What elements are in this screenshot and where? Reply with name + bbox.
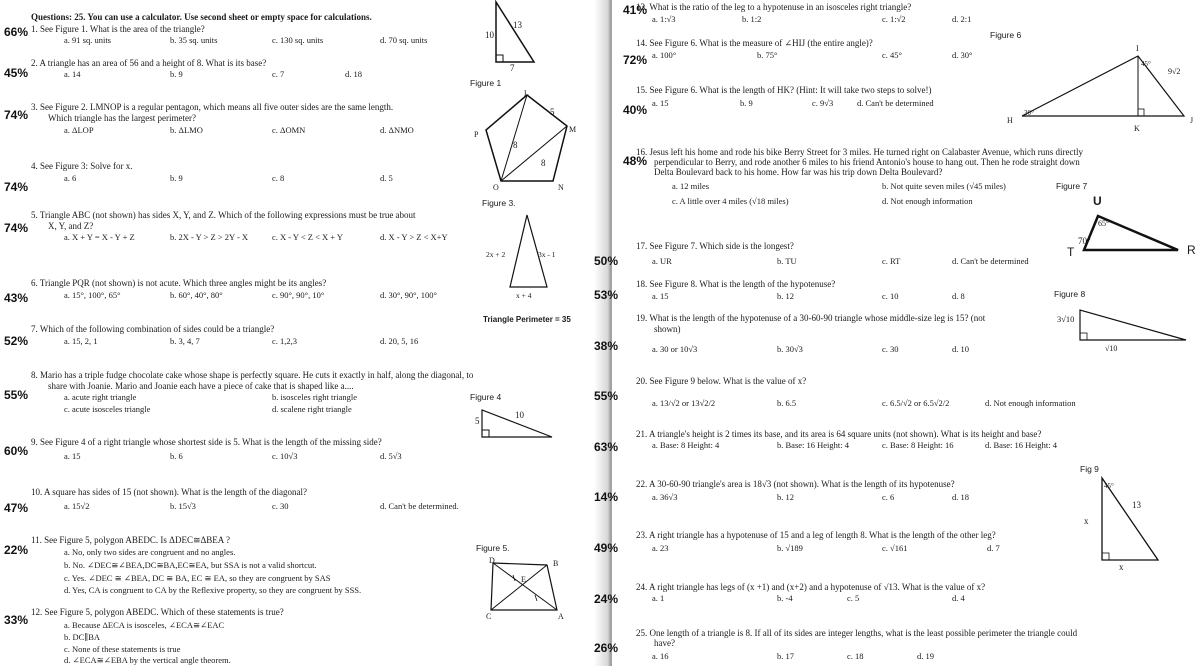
q20-text: 20. See Figure 9 below. What is the value of x? bbox=[636, 376, 807, 386]
q7-option-c: c. 1,2,3 bbox=[272, 336, 298, 346]
q8-percent: 55% bbox=[4, 388, 29, 402]
q19-option-a: a. 30 or 10√3 bbox=[652, 344, 698, 354]
q19-option-c: c. 30 bbox=[882, 344, 899, 354]
figure-2-vertex-p: P bbox=[474, 130, 479, 139]
q3-text: 3. See Figure 2. LMNOP is a regular pentagon, which means all five outer sides are the same length. bbox=[31, 102, 394, 112]
q16-percent: 48% bbox=[623, 154, 648, 168]
q16-option-a: a. 12 miles bbox=[672, 181, 710, 191]
q17-option-c: c. RT bbox=[882, 256, 901, 266]
q7-option-b: b. 3, 4, 7 bbox=[170, 336, 200, 346]
q10-option-c: c. 30 bbox=[272, 501, 289, 511]
q5-text-line2: X, Y, and Z? bbox=[48, 221, 94, 231]
q14-option-c: c. 45° bbox=[882, 50, 902, 60]
q18-option-d: d. 8 bbox=[952, 291, 965, 301]
q24-option-d: d. 4 bbox=[952, 593, 965, 603]
q25-option-b: b. 17 bbox=[777, 651, 794, 661]
q19-option-d: d. 10 bbox=[952, 344, 969, 354]
q13-text: 13. What is the ratio of the leg to a hypotenuse in an isosceles right triangle? bbox=[636, 2, 912, 12]
q17-option-d: d. Can't be determined bbox=[952, 256, 1029, 266]
q1-option-d: d. 70 sq. units bbox=[380, 35, 428, 45]
q2-percent: 45% bbox=[4, 66, 29, 80]
q5-text: 5. Triangle ABC (not shown) has sides X, Y, and Z. Which of the following expressions must be true about bbox=[31, 210, 416, 220]
q21-option-d: d. Base: 16 Height: 4 bbox=[985, 440, 1058, 450]
q1-option-c: c. 130 sq. units bbox=[272, 35, 324, 45]
q20-option-b: b. 6.5 bbox=[777, 398, 797, 408]
q25-text-line2: have? bbox=[654, 638, 675, 648]
figure-2-diag-eight-2: 8 bbox=[541, 158, 546, 168]
q23-option-a: a. 23 bbox=[652, 543, 669, 553]
q20-option-c: c. 6.5/√2 or 6.5√2/2 bbox=[882, 398, 950, 408]
q12-text: 12. See Figure 5, polygon ABEDC. Which of these statements is true? bbox=[31, 607, 284, 617]
figure-7-vertex-r: R bbox=[1187, 243, 1196, 257]
q12-option-d: d. ∠ECA≅∠EBA by the vertical angle theorem. bbox=[64, 655, 231, 665]
q9-option-c: c. 10√3 bbox=[272, 451, 298, 461]
q19-option-b: b. 30√3 bbox=[777, 344, 803, 354]
q12-percent: 33% bbox=[4, 613, 29, 627]
q11-option-b: b. No. ∠DEC≅∠BEA,DC≅BA,EC≅EA, but SSA is not a valid shortcut. bbox=[64, 560, 317, 570]
q17-option-a: a. UR bbox=[652, 256, 672, 266]
q23-option-c: c. √161 bbox=[882, 543, 908, 553]
figure-3-right-side: 3x - 1 bbox=[538, 250, 556, 259]
q14-option-a: a. 100° bbox=[652, 50, 677, 60]
q23-option-b: b. √189 bbox=[777, 543, 803, 553]
q18-option-c: c. 10 bbox=[882, 291, 899, 301]
q2-option-a: a. 14 bbox=[64, 69, 81, 79]
figure-1-side-left: 10 bbox=[485, 30, 494, 40]
q1-percent: 66% bbox=[4, 25, 29, 39]
q10-option-b: b. 15√3 bbox=[170, 501, 196, 511]
q6-option-d: d. 30°, 90°, 100° bbox=[380, 290, 437, 300]
q22-option-b: b. 12 bbox=[777, 492, 794, 502]
q10-percent: 47% bbox=[4, 501, 29, 515]
q15-option-a: a. 15 bbox=[652, 98, 669, 108]
figure-2-pentagon bbox=[480, 90, 580, 190]
q5-option-d: d. X - Y > Z < X+Y bbox=[380, 232, 448, 242]
q15-text: 15. See Figure 6. What is the length of HK? (Hint: It will take two steps to solve!) bbox=[636, 85, 932, 95]
figure-2-side-five: 5 bbox=[550, 107, 555, 117]
q13-option-c: c. 1:√2 bbox=[882, 14, 906, 24]
q15-option-d: d. Can't be determined bbox=[857, 98, 934, 108]
q21-option-c: c. Base: 8 Height: 16 bbox=[882, 440, 954, 450]
q18-option-b: b. 12 bbox=[777, 291, 794, 301]
q13-option-d: d. 2:1 bbox=[952, 14, 972, 24]
q18-option-a: a. 15 bbox=[652, 291, 669, 301]
figure-8-leg-label: 3√10 bbox=[1057, 314, 1075, 324]
figure-2-vertex-n: N bbox=[558, 183, 564, 192]
q17-text: 17. See Figure 7. Which side is the longest? bbox=[636, 241, 794, 251]
q22-option-d: d. 18 bbox=[952, 492, 969, 502]
q21-option-a: a. Base: 8 Height: 4 bbox=[652, 440, 720, 450]
q5-percent: 74% bbox=[4, 221, 29, 235]
figure-9-left-x: x bbox=[1084, 516, 1089, 526]
q5-option-a: a. X + Y = X - Y + Z bbox=[64, 232, 135, 242]
q16-text: 16. Jesus left his home and rode his bike Berry Street for 3 miles. He turned right on Calabaster Avenue, which runs directly bbox=[636, 147, 1083, 157]
q22-option-c: c. 6 bbox=[882, 492, 895, 502]
figure-6-angle-30: 30° bbox=[1024, 109, 1034, 117]
q6-option-a: a. 15°, 100°, 65° bbox=[64, 290, 121, 300]
q25-option-d: d. 19 bbox=[917, 651, 934, 661]
q22-text: 22. A 30-60-90 triangle's area is 18√3 (not shown). What is the length of its hypotenuse? bbox=[636, 479, 955, 489]
q12-option-c: c. None of these statements is true bbox=[64, 644, 181, 654]
q8-option-c: c. acute isosceles triangle bbox=[64, 404, 151, 414]
q11-option-d: d. Yes, CA is congruent to CA by the Reflexive property, so they are congruent by SSS. bbox=[64, 585, 362, 595]
figure-7-angle-70: 70° bbox=[1078, 236, 1091, 246]
figure-7-label: Figure 7 bbox=[1056, 181, 1088, 191]
q19-text-line2: shown) bbox=[654, 324, 681, 334]
figure-9-label: Fig 9 bbox=[1080, 464, 1099, 474]
q14-option-b: b. 75° bbox=[757, 50, 778, 60]
q7-percent: 52% bbox=[4, 334, 29, 348]
q3-percent: 74% bbox=[4, 108, 29, 122]
q23-option-d: d. 7 bbox=[987, 543, 1000, 553]
q8-text: 8. Mario has a triple fudge chocolate cake whose shape is perfectly square. He cuts it exactly in half, along the diagonal, to bbox=[31, 370, 474, 380]
figure-6-label: Figure 6 bbox=[990, 30, 1022, 40]
q25-text: 25. One length of a triangle is 8. If all of its sides are integer lengths, what is the least possible perimeter the triangle could bbox=[636, 628, 1078, 638]
q8-option-a: a. acute right triangle bbox=[64, 392, 137, 402]
figure-3-left-side: 2x + 2 bbox=[486, 250, 506, 259]
q2-option-d: d. 18 bbox=[345, 69, 362, 79]
q17-option-b: b. TU bbox=[777, 256, 797, 266]
q18-percent: 53% bbox=[594, 288, 619, 302]
figure-6-side-label: 9√2 bbox=[1168, 67, 1181, 76]
q8-option-d: d. scalene right triangle bbox=[272, 404, 352, 414]
figure-2-diag-eight-1: 8 bbox=[513, 140, 518, 150]
figure-3-label: Figure 3. bbox=[482, 198, 516, 208]
q6-option-b: b. 60°, 40°, 80° bbox=[170, 290, 223, 300]
q15-option-b: b. 9 bbox=[740, 98, 753, 108]
q9-percent: 60% bbox=[4, 444, 29, 458]
figure-5-vertex-a: A bbox=[558, 612, 564, 621]
q16-text-line3: Delta Boulevard back to his home. How far was his trip down Delta Boulevard? bbox=[654, 167, 943, 177]
figure-5-vertex-d: D bbox=[489, 556, 495, 565]
q9-option-b: b. 6 bbox=[170, 451, 183, 461]
q4-option-d: d. 5 bbox=[380, 173, 393, 183]
figure-4-label: Figure 4 bbox=[470, 392, 502, 402]
q14-option-d: d. 30° bbox=[952, 50, 973, 60]
q11-option-a: a. No, only two sides are congruent and no angles. bbox=[64, 547, 236, 557]
q20-option-d: d. Not enough information bbox=[985, 398, 1076, 408]
q24-option-a: a. 1 bbox=[652, 593, 665, 603]
q3-text-line2: Which triangle has the largest perimeter? bbox=[48, 113, 197, 123]
q16-option-c: c. A little over 4 miles (√18 miles) bbox=[672, 196, 789, 206]
figure-6-vertex-j: J bbox=[1190, 116, 1194, 125]
q16-option-d: d. Not enough information bbox=[882, 196, 973, 206]
q15-option-c: c. 9√3 bbox=[812, 98, 834, 108]
figure-3-triangle bbox=[505, 212, 565, 292]
q9-option-a: a. 15 bbox=[64, 451, 81, 461]
q19-text: 19. What is the length of the hypotenuse of a 30-60-90 triangle whose middle-size leg is 15? (not bbox=[636, 313, 986, 323]
q25-percent: 26% bbox=[594, 641, 619, 655]
figure-6-angle-45: 45° bbox=[1141, 60, 1151, 68]
figure-5-vertex-e: E bbox=[521, 575, 526, 584]
q19-percent: 38% bbox=[594, 339, 619, 353]
q17-percent: 50% bbox=[594, 254, 619, 268]
q16-option-b: b. Not quite seven miles (√45 miles) bbox=[882, 181, 1006, 191]
q2-option-c: c. 7 bbox=[272, 69, 285, 79]
figure-8-bottom-label: √10 bbox=[1105, 344, 1118, 353]
figure-5-label: Figure 5. bbox=[476, 543, 510, 553]
q25-option-c: c. 18 bbox=[847, 651, 864, 661]
figure-6-vertex-i: I bbox=[1136, 44, 1139, 53]
figure-2-vertex-o: O bbox=[493, 183, 499, 192]
figure-2-vertex-l: L bbox=[524, 89, 529, 98]
q15-percent: 40% bbox=[623, 103, 648, 117]
figure-9-bottom-x: x bbox=[1119, 562, 1124, 572]
figure-9-angle-45: 45° bbox=[1104, 482, 1114, 490]
q5-option-c: c. X - Y < Z < X + Y bbox=[272, 232, 344, 242]
q3-option-c: c. ΔOMN bbox=[272, 125, 306, 135]
q25-option-a: a. 16 bbox=[652, 651, 669, 661]
figure-4-hypotenuse: 10 bbox=[515, 410, 524, 420]
q7-text: 7. Which of the following combination of sides could be a triangle? bbox=[31, 324, 275, 334]
q13-option-a: a. 1:√3 bbox=[652, 14, 676, 24]
q6-option-c: c. 90°, 90°, 10° bbox=[272, 290, 325, 300]
q18-text: 18. See Figure 8. What is the length of the hypotenuse? bbox=[636, 279, 836, 289]
q11-option-c: c. Yes. ∠DEC ≅ ∠BEA, DC ≅ BA, EC ≅ EA, so they are congruent by SAS bbox=[64, 573, 331, 583]
figure-1-label: Figure 1 bbox=[470, 78, 502, 88]
q1-text: 1. See Figure 1. What is the area of the triangle? bbox=[31, 24, 205, 34]
figure-6-vertex-h: H bbox=[1007, 116, 1013, 125]
q13-percent: 41% bbox=[623, 3, 648, 17]
q14-percent: 72% bbox=[623, 53, 648, 67]
q23-text: 23. A right triangle has a hypotenuse of 15 and a leg of length 8. What is the length of the other leg? bbox=[636, 530, 996, 540]
q3-option-d: d. ΔNMO bbox=[380, 125, 414, 135]
q13-option-b: b. 1:2 bbox=[742, 14, 762, 24]
q21-percent: 63% bbox=[594, 440, 619, 454]
q20-percent: 55% bbox=[594, 389, 619, 403]
q22-option-a: a. 36√3 bbox=[652, 492, 678, 502]
figure-8-triangle bbox=[1076, 302, 1191, 347]
q6-percent: 43% bbox=[4, 291, 29, 305]
q9-option-d: d. 5√3 bbox=[380, 451, 402, 461]
figure-9-hypotenuse: 13 bbox=[1132, 500, 1141, 510]
q16-text-line2: perpendicular to Berry, and rode another 6 miles to his friend Antonio's house to hang out. Then he rode straight down bbox=[654, 157, 1080, 167]
q11-percent: 22% bbox=[4, 543, 29, 557]
q1-option-b: b. 35 sq. units bbox=[170, 35, 218, 45]
q5-option-b: b. 2X - Y > Z > 2Y - X bbox=[170, 232, 249, 242]
figure-3-bottom-side: x + 4 bbox=[516, 291, 532, 300]
figure-7-vertex-t: T bbox=[1067, 245, 1075, 259]
figure-7-triangle bbox=[1076, 208, 1186, 258]
q4-percent: 74% bbox=[4, 180, 29, 194]
q8-text-line2: share with Joanie. Mario and Joanie each have a piece of cake that is shaped like a.... bbox=[48, 381, 354, 391]
q10-text: 10. A square has sides of 15 (not shown). What is the length of the diagonal? bbox=[31, 487, 308, 497]
q12-option-a: a. Because ΔECA is isosceles, ∠ECA≅∠EAC bbox=[64, 620, 225, 630]
q7-option-d: d. 20, 5, 16 bbox=[380, 336, 419, 346]
q4-option-a: a. 6 bbox=[64, 173, 77, 183]
q24-option-b: b. -4 bbox=[777, 593, 793, 603]
figure-7-angle-65: 65° bbox=[1098, 219, 1110, 228]
q12-option-b: b. DC∥BA bbox=[64, 632, 101, 642]
figure-7-vertex-u: U bbox=[1093, 194, 1102, 208]
q9-text: 9. See Figure 4 of a right triangle whose shortest side is 5. What is the length of the missing side? bbox=[31, 437, 382, 447]
q10-option-d: d. Can't be determined. bbox=[380, 501, 459, 511]
right-page bbox=[594, 0, 1200, 666]
q23-percent: 49% bbox=[594, 541, 619, 555]
figure-5-polygon bbox=[485, 555, 575, 620]
q10-option-a: a. 15√2 bbox=[64, 501, 90, 511]
q4-option-b: b. 9 bbox=[170, 173, 183, 183]
figure-8-label: Figure 8 bbox=[1054, 289, 1086, 299]
q24-percent: 24% bbox=[594, 592, 619, 606]
q14-text: 14. See Figure 6. What is the measure of ∠HIJ (the entire angle)? bbox=[636, 38, 873, 48]
q1-option-a: a. 91 sq. units bbox=[64, 35, 111, 45]
q3-option-b: b. ΔLMO bbox=[170, 125, 203, 135]
figure-2-vertex-m: M bbox=[569, 125, 577, 134]
q24-text: 24. A right triangle has legs of (x +1) and (x+2) and a hypotenuse of √13. What is the value of x? bbox=[636, 582, 986, 592]
q2-option-b: b. 9 bbox=[170, 69, 183, 79]
figure-3-perimeter: Triangle Perimeter = 35 bbox=[483, 315, 571, 324]
q4-text: 4. See Figure 3: Solve for x. bbox=[31, 161, 133, 171]
q21-option-b: b. Base: 16 Height: 4 bbox=[777, 440, 850, 450]
q3-option-a: a. ΔLOP bbox=[64, 125, 94, 135]
q2-text: 2. A triangle has an area of 56 and a height of 8. What is its base? bbox=[31, 58, 267, 68]
figure-5-vertex-b: B bbox=[553, 559, 559, 568]
worksheet-header: Questions: 25. You can use a calculator. Use second sheet or empty space for calculations. bbox=[31, 12, 372, 22]
q22-percent: 14% bbox=[594, 490, 619, 504]
q11-text: 11. See Figure 5, polygon ABEDC. Is ΔDEC≅ΔBEA ? bbox=[31, 535, 231, 545]
q6-text: 6. Triangle PQR (not shown) is not acute. Which three angles might be its angles? bbox=[31, 278, 327, 288]
q21-text: 21. A triangle's height is 2 times its base, and its area is 64 square units (not shown). What is its height and base? bbox=[636, 429, 1042, 439]
q7-option-a: a. 15, 2, 1 bbox=[64, 336, 98, 346]
figure-4-left-side: 5 bbox=[475, 416, 480, 426]
figure-1-bottom: 7 bbox=[510, 63, 515, 73]
q4-option-c: c. 8 bbox=[272, 173, 285, 183]
q20-option-a: a. 13/√2 or 13√2/2 bbox=[652, 398, 716, 408]
figure-1-hypotenuse: 13 bbox=[513, 20, 522, 30]
figure-6-vertex-k: K bbox=[1134, 124, 1140, 133]
q8-option-b: b. isosceles right triangle bbox=[272, 392, 357, 402]
figure-5-vertex-c: C bbox=[486, 612, 492, 621]
figure-6-triangle bbox=[1012, 44, 1192, 124]
q24-option-c: c. 5 bbox=[847, 593, 860, 603]
